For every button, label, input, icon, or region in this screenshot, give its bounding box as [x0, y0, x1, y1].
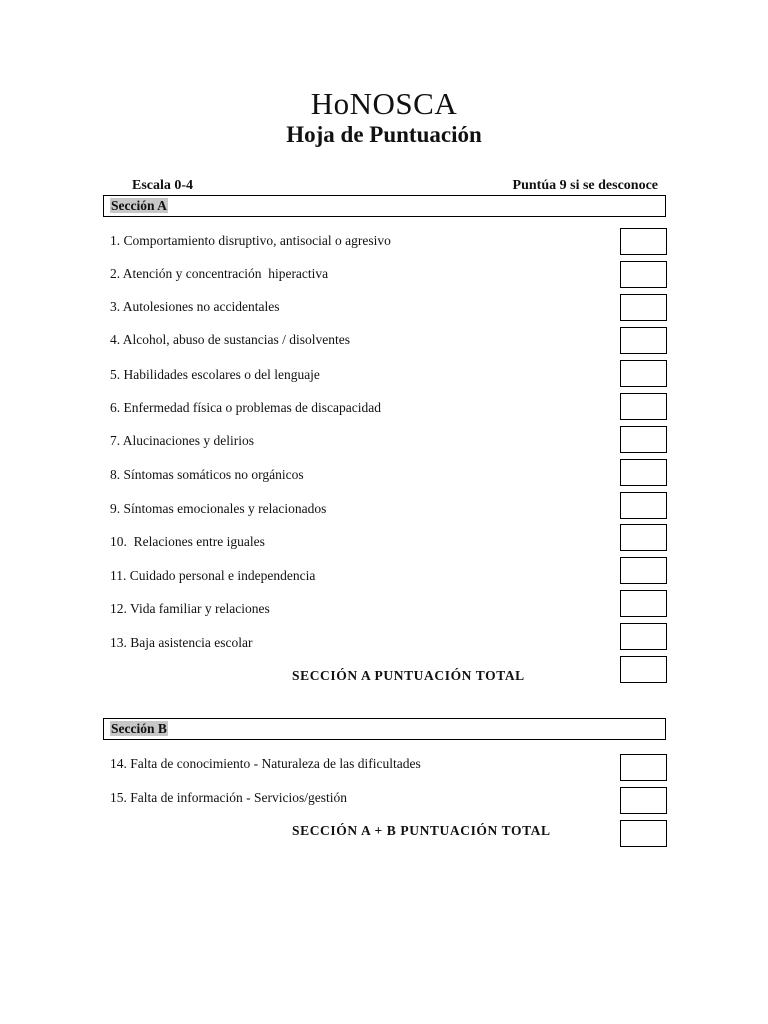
- section-a-label: Sección A: [111, 198, 167, 213]
- page-title: HoNOSCA: [310, 86, 458, 121]
- list-item: 13. Baja asistencia escolar: [110, 635, 253, 650]
- score-box[interactable]: [620, 261, 667, 288]
- list-item: 8. Síntomas somáticos no orgánicos: [110, 467, 304, 482]
- score-box[interactable]: [620, 294, 667, 321]
- list-item: 4. Alcohol, abuso de sustancias / disolventes: [110, 332, 350, 347]
- section-b-label: Sección B: [111, 721, 167, 736]
- page-subtitle: Hoja de Puntuación: [286, 122, 482, 147]
- score-box[interactable]: [620, 754, 667, 781]
- list-item: 9. Síntomas emocionales y relacionados: [110, 501, 327, 516]
- section-ab-total-box[interactable]: [620, 820, 667, 847]
- score-box[interactable]: [620, 228, 667, 255]
- list-item: 12. Vida familiar y relaciones: [110, 601, 270, 616]
- list-item: 15. Falta de información - Servicios/gestión: [110, 790, 347, 805]
- list-item: 7. Alucinaciones y delirios: [110, 433, 254, 448]
- section-a-total-label: SECCIÓN A PUNTUACIÓN TOTAL: [292, 668, 525, 683]
- score-box[interactable]: [620, 426, 667, 453]
- unknown-score-note: Puntúa 9 si se desconoce: [512, 178, 658, 193]
- list-item: 10. Relaciones entre iguales: [110, 534, 265, 549]
- list-item: 14. Falta de conocimiento - Naturaleza de las dificultades: [110, 756, 421, 771]
- score-box[interactable]: [620, 787, 667, 814]
- score-box[interactable]: [620, 327, 667, 354]
- section-ab-total-label: SECCIÓN A + B PUNTUACIÓN TOTAL: [292, 823, 551, 838]
- section-a-total-box[interactable]: [620, 656, 667, 683]
- list-item: 6. Enfermedad física o problemas de discapacidad: [110, 400, 382, 415]
- list-item: 11. Cuidado personal e independencia: [110, 568, 316, 583]
- score-box[interactable]: [620, 360, 667, 387]
- score-box[interactable]: [620, 459, 667, 486]
- list-item: 5. Habilidades escolares o del lenguaje: [110, 367, 320, 382]
- score-box[interactable]: [620, 557, 667, 584]
- section-a-header: [103, 195, 666, 217]
- score-box[interactable]: [620, 524, 667, 551]
- score-box[interactable]: [620, 393, 667, 420]
- list-item: 2. Atención y concentración hiperactiva: [110, 266, 329, 281]
- list-item: 1. Comportamiento disruptivo, antisocial o agresivo: [110, 233, 391, 248]
- score-box[interactable]: [620, 492, 667, 519]
- score-box[interactable]: [620, 623, 667, 650]
- score-box[interactable]: [620, 590, 667, 617]
- list-item: 3. Autolesiones no accidentales: [110, 299, 280, 314]
- scale-note: Escala 0-4: [132, 178, 194, 193]
- section-b-header: [103, 718, 666, 740]
